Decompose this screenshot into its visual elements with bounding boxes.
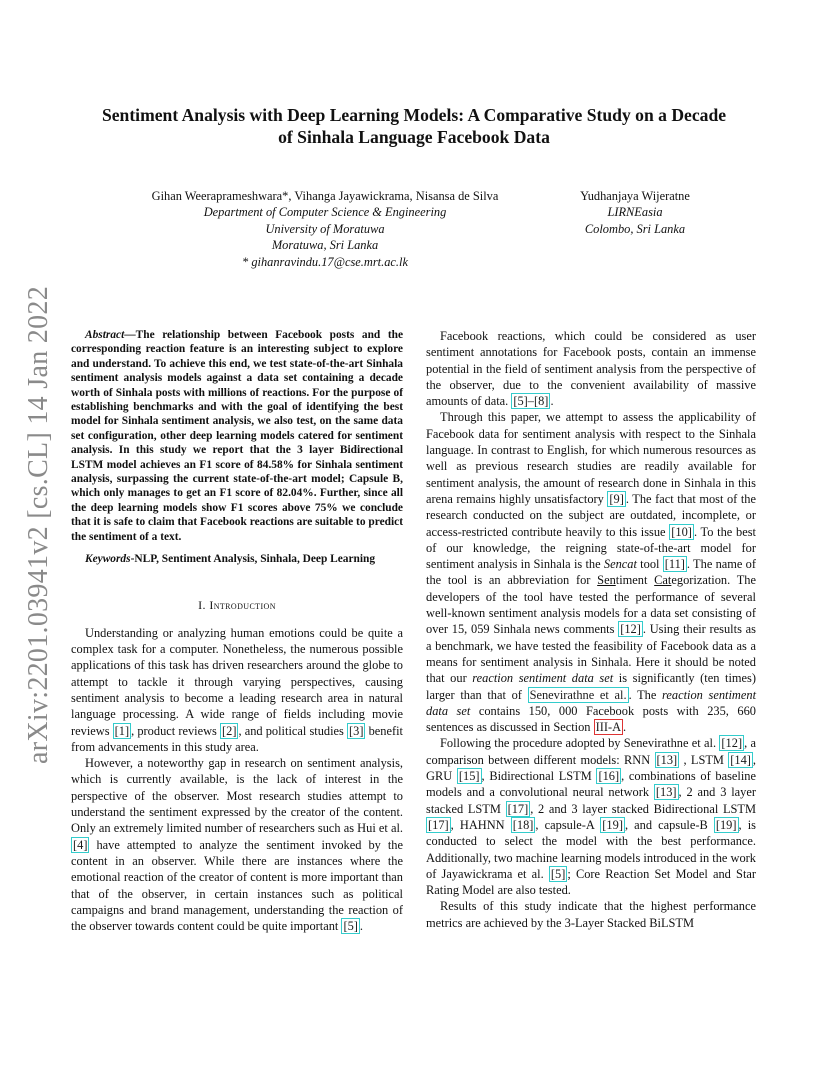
citation-link[interactable]: [14] bbox=[730, 752, 751, 767]
italic-term: reaction sentiment data set bbox=[426, 687, 757, 718]
text-run: . Using their results as a benchmark, we have tested the feasibility of Facebook data as a means for sentiment analysis in Sinhala. Here it should be noted that our bbox=[426, 622, 756, 686]
text-run: However, a noteworthy gap in research on sentiment analysis, which is currently available, is the lack of interest in the perspective of the observer. Most research studies attempt to understand the sentiment expressed by the creator of the content. Only an extremely limited number of researchers such as Hui et al. bbox=[71, 756, 403, 836]
paragraph bbox=[426, 898, 756, 931]
text-run: Through this paper, we attempt to assess the applicability of Facebook data for sentiment analysis with respect to the Sinhala language. In contrast to English, for which numerous resources as well as previous research studies are readily available for sentiment analysis, the amount of research done in Sinhala in this arena remains highly unsatisfactory bbox=[426, 410, 756, 506]
text-run: . bbox=[550, 394, 554, 409]
keywords bbox=[71, 552, 403, 566]
underlined-text: Sen bbox=[597, 573, 616, 588]
citation-link[interactable]: [17] bbox=[428, 817, 449, 832]
author-block-right bbox=[560, 188, 710, 237]
abstract-label: Abstract bbox=[85, 329, 125, 341]
text-run: Understanding or analyzing human emotions could be quite a complex task for a computer. Nonetheless, the numerous possible applications of this task has driven researchers around the globe to attempt to tackle it through varying perspectives, causing sentiment analysis to become a leading research area in natural language processing. A wide range of fields including movie reviews bbox=[71, 625, 403, 738]
author-city: Moratuwa, Sri Lanka bbox=[271, 238, 379, 253]
text-run: , product reviews bbox=[131, 723, 221, 738]
citation-link[interactable]: [17] bbox=[507, 801, 529, 816]
text-run: have attempted to analyze the sentiment invoked by the content in an observer. While there are instances where the emotional reaction of the creator of content is more important than that of the observer, in certain instances such as political campaigns and brand management, understanding the reaction of the observer towards content could be quite important bbox=[71, 837, 403, 934]
author-department: Department of Computer Science & Engineering bbox=[203, 205, 447, 220]
citation-link[interactable]: [3] bbox=[349, 723, 364, 738]
text-run: , Bidirectional LSTM bbox=[481, 769, 597, 784]
text-run: , capsule-A bbox=[535, 817, 601, 832]
author-name: Yudhanjaya Wijeratne bbox=[580, 189, 690, 203]
citation-link[interactable]: [1] bbox=[114, 723, 130, 738]
citation-link[interactable]: [16] bbox=[598, 769, 620, 784]
text-run: egorization. The developers of the tool have tested the performance of several well-known sentiment analysis models for a data set consisting of over 15, 059 Sinhala news comments bbox=[426, 573, 756, 637]
text-run: . To the best of our knowledge, the reigning state-of-the-art model for sentiment analysis in Sinhala is the bbox=[426, 524, 756, 572]
arxiv-stamp bbox=[16, 285, 62, 765]
paragraph bbox=[426, 409, 756, 735]
abstract bbox=[71, 328, 403, 544]
text-run: , LSTM bbox=[679, 752, 729, 767]
author-organization: LIRNEasia bbox=[607, 205, 663, 220]
text-run: , 2 and 3 layer stacked LSTM bbox=[426, 785, 756, 816]
paper-title bbox=[70, 104, 758, 148]
text-run: is significantly (ten times) larger than that of bbox=[426, 671, 756, 702]
text-run: timent bbox=[615, 573, 655, 588]
keywords-text: -NLP, Sentiment Analysis, Sinhala, Deep Learning bbox=[130, 553, 376, 566]
left-column bbox=[71, 328, 403, 934]
author-university: University of Moratuwa bbox=[265, 221, 385, 236]
citation-link[interactable]: [18] bbox=[512, 817, 534, 832]
author-names: Gihan Weeraprameshwara*, Vihanga Jayawickrama, Nisansa de Silva bbox=[151, 189, 499, 203]
citation-link[interactable]: [12] bbox=[620, 622, 641, 637]
section-title: Introduction bbox=[209, 597, 276, 612]
citation-link[interactable]: [12] bbox=[721, 736, 743, 751]
citation-link[interactable]: [5] bbox=[550, 866, 566, 881]
text-run: contains 150, 000 Facebook posts with 235, 660 sentences as discussed in Section bbox=[426, 703, 757, 735]
text-run: , is conducted to select the model with the best performance. Additionally, two machine learning models introduced in the work of Jayawickrama et al. bbox=[426, 817, 756, 881]
text-run: , 2 and 3 layer stacked Bidirectional LSTM bbox=[530, 801, 756, 816]
paragraph bbox=[426, 735, 756, 898]
citation-link[interactable]: Senevirathne et al. bbox=[529, 687, 627, 702]
citation-link[interactable]: [2] bbox=[222, 723, 237, 738]
section-link[interactable]: III-A bbox=[595, 720, 622, 735]
paragraph bbox=[71, 755, 403, 934]
paragraph bbox=[426, 328, 756, 409]
text-run: Results of this study indicate that the highest performance metrics are achieved by the 3-Layer Stacked BiLSTM bbox=[426, 899, 756, 930]
citation-link[interactable]: [11] bbox=[664, 557, 685, 572]
citation-link[interactable]: [4] bbox=[73, 837, 88, 852]
text-run: , and capsule-B bbox=[624, 817, 714, 832]
citation-link[interactable]: [9] bbox=[609, 491, 624, 506]
author-email[interactable]: * gihanravindu.17@cse.mrt.ac.lk bbox=[242, 254, 408, 269]
text-run: benefit from advancements in this study area. bbox=[71, 723, 404, 754]
citation-link[interactable]: [5] bbox=[343, 919, 358, 934]
text-run: , and political studies bbox=[238, 723, 348, 738]
abstract-dash: — bbox=[124, 329, 136, 341]
abstract-text: The relationship between Facebook posts and the corresponding reaction feature is an interesting subject to explore and understand. To achieve this end, we test state-of-the-art Sinhala sentiment analysis models against a data set containing a decade worth of Sinhala posts with millions of reactions. For the purpose of establishing benchmarks and with the goal of identifying the best model for Sinhala sentiment analysis, we also test, on the same data set configuration, other deep learning models catered for sentiment analysis. In this study we report that the 3 layer Bidirectional LSTM model achieves an F1 score of 84.58% for Sinhala sentiment analysis, surpassing the current state-of-the-art model; Capsule B, which only manages to get an F1 score of 82.04%. Further, since all the deep learning models show F1 scores above 75% we conclude that it is safe to claim that Facebook reactions are suitable to predict the sentiment of a text. bbox=[71, 329, 403, 543]
right-column bbox=[426, 328, 756, 931]
text-run: tool bbox=[636, 557, 663, 572]
text-run: Following the procedure adopted by Senevirathne et al. bbox=[440, 736, 720, 751]
italic-term: reaction sentiment data set bbox=[472, 671, 614, 686]
text-run: . The bbox=[628, 687, 663, 702]
citation-link[interactable]: [15] bbox=[458, 769, 480, 784]
text-run: . The fact that most of the research conducted on the subject are outdated, incomplete, or access-restricted contribute heavily to this issue bbox=[426, 491, 756, 539]
citation-link[interactable]: [13] bbox=[655, 785, 677, 800]
paragraph bbox=[71, 625, 403, 755]
text-run: , GRU bbox=[426, 752, 757, 784]
text-run: . The name of the tool is an abbreviation for bbox=[426, 557, 757, 588]
text-run: , combinations of baseline models and a convolutional neural network bbox=[426, 769, 757, 800]
citation-link[interactable]: [19] bbox=[602, 817, 623, 832]
text-run: . bbox=[623, 720, 627, 735]
citation-link[interactable]: [5]–[8] bbox=[513, 394, 549, 409]
text-run: . bbox=[359, 919, 364, 934]
text-run: , HAHNN bbox=[450, 817, 511, 832]
underlined-text: Cat bbox=[654, 573, 672, 588]
citation-link[interactable]: [19] bbox=[715, 817, 737, 832]
title-line: Sentiment Analysis with Deep Learning Models: A Comparative Study on a Decade bbox=[101, 105, 727, 125]
arxiv-stamp-text: arXiv:2201.03941v2 [cs.CL] 14 Jan 2022 bbox=[23, 285, 54, 765]
text-run: ; Core Reaction Set Model and Star Rating Model are also tested. bbox=[426, 866, 757, 898]
citation-link[interactable]: [13] bbox=[656, 752, 678, 767]
text-run: , a comparison between different models: RNN bbox=[426, 736, 756, 767]
section-number: I. bbox=[198, 597, 206, 612]
text-run: Facebook reactions, which could be considered as user sentiment annotations for Facebook posts, contain an immense potential in the field of sentiment analysis from the perspective of the observer, due to the convenient availability of massive amounts of data. bbox=[426, 329, 756, 409]
title-line: of Sinhala Language Facebook Data bbox=[278, 127, 550, 147]
keywords-label: Keywords bbox=[85, 553, 131, 566]
author-block-left bbox=[110, 188, 540, 270]
section-heading bbox=[71, 597, 403, 613]
tool-name: Sencat bbox=[603, 557, 637, 572]
citation-link[interactable]: [10] bbox=[671, 524, 692, 539]
author-city: Colombo, Sri Lanka bbox=[584, 221, 686, 236]
